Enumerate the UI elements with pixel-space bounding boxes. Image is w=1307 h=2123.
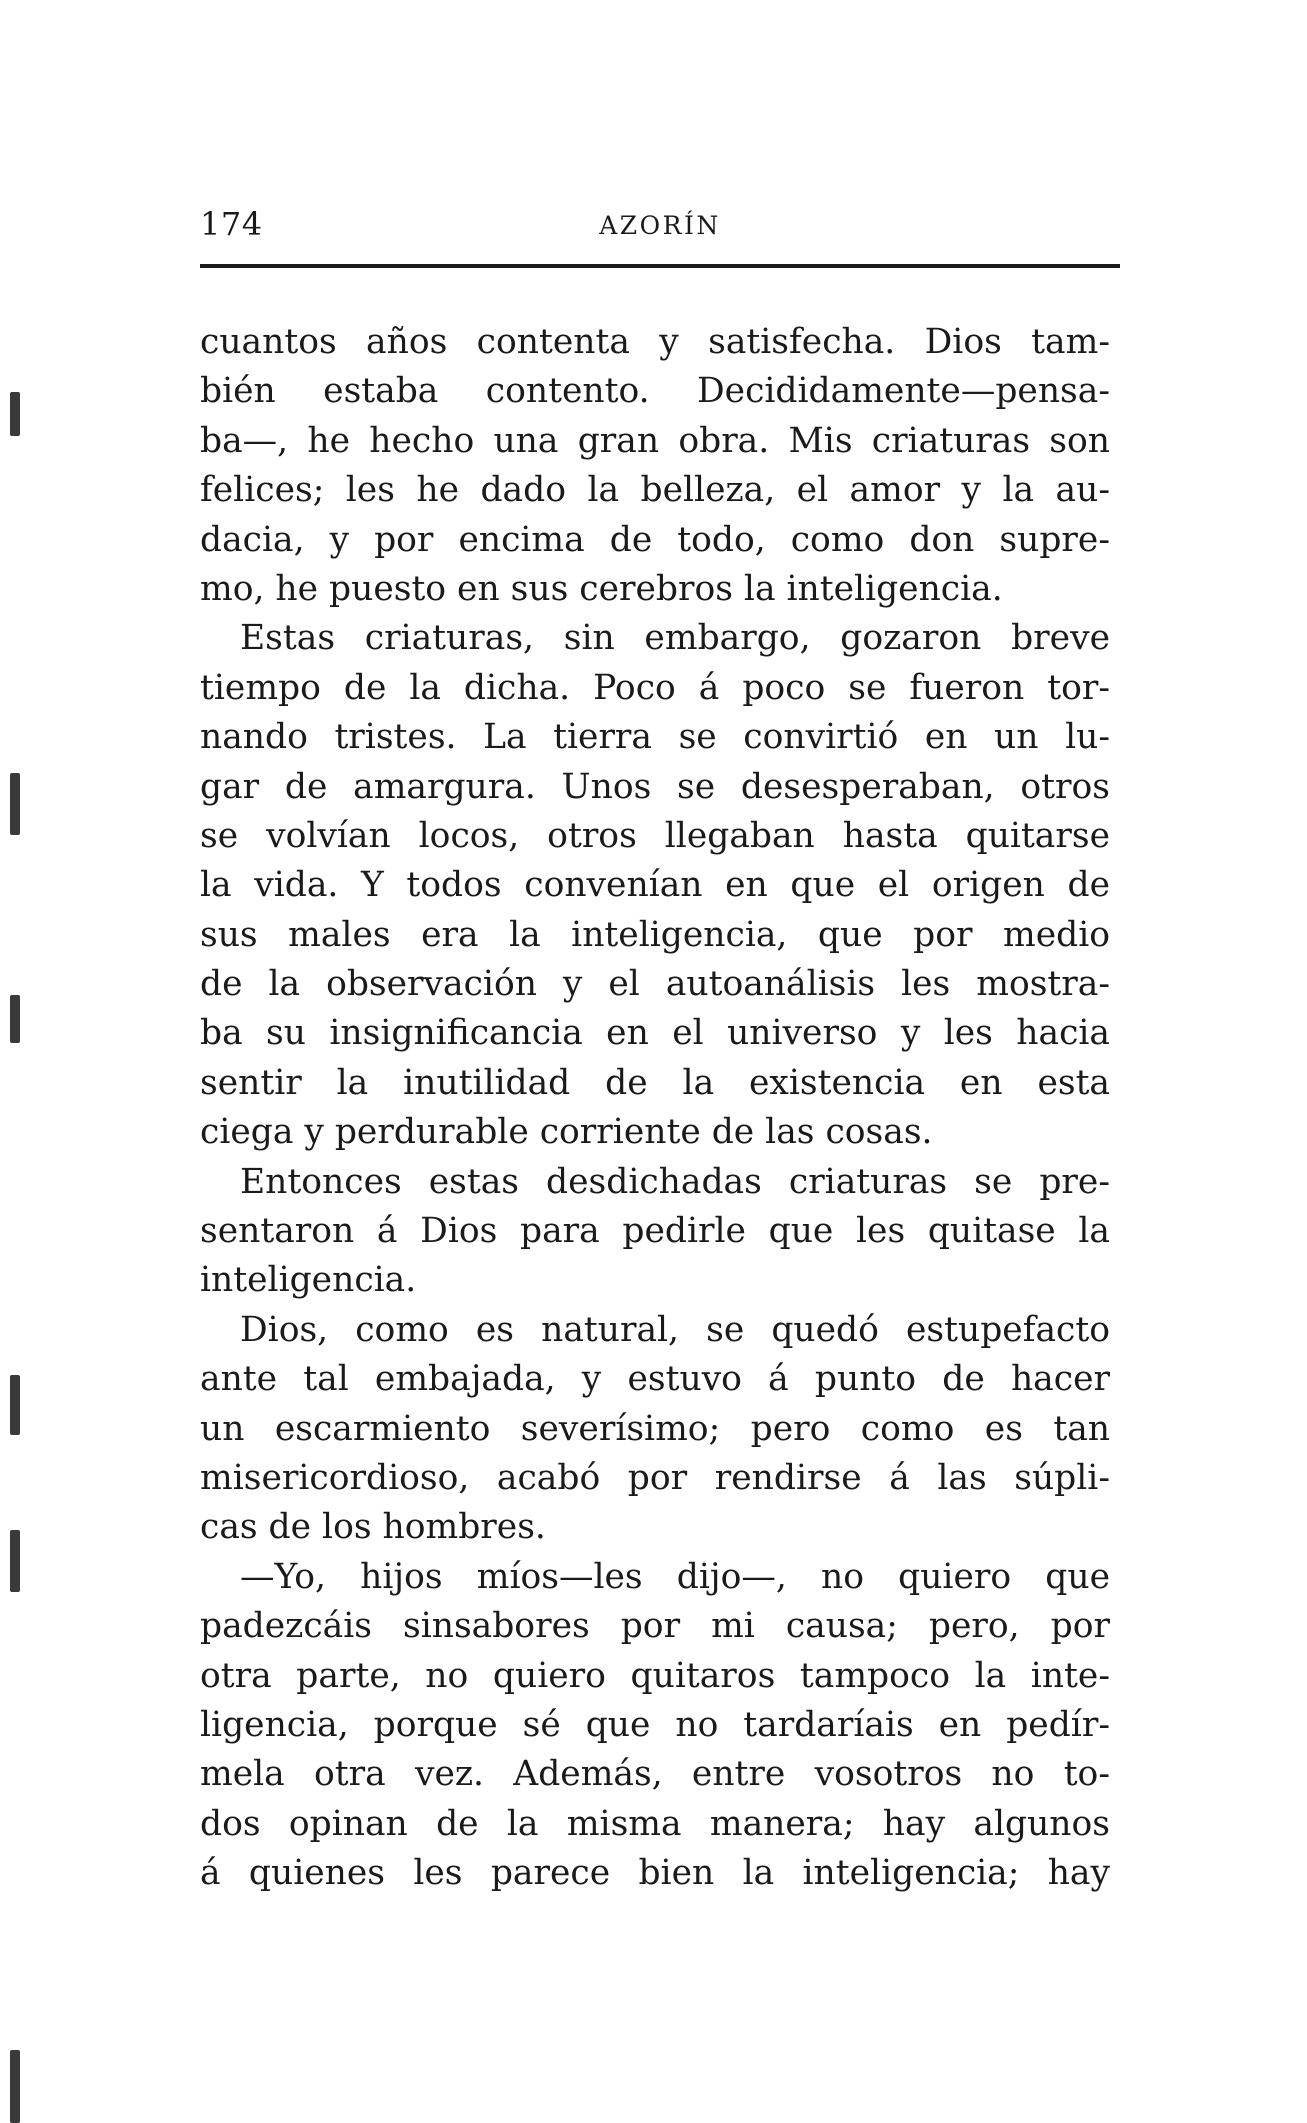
text-line: ciega y perdurable corriente de las cosas.: [200, 1112, 933, 1153]
text-line: Estas criaturas, sin embargo, gozaron breve: [240, 618, 1110, 659]
text-line: la vida. Y todos convenían en que el origen de: [200, 865, 1110, 906]
text-line: otra parte, no quiero quitaros tampoco la inte-: [200, 1655, 1110, 1696]
text-line: tiempo de la dicha. Poco á poco se fueron tor-: [200, 667, 1110, 708]
text-line: misericordioso, acabó por rendirse á las súpli-: [200, 1457, 1110, 1498]
text-line: mo, he puesto en sus cerebros la inteligencia.: [200, 568, 1003, 609]
scan-binding-mark: [10, 1375, 20, 1435]
scan-binding-mark: [10, 1530, 20, 1592]
header-rule: [200, 264, 1120, 268]
text-line: sus males era la inteligencia, que por medio: [200, 914, 1110, 955]
scan-binding-mark: [10, 392, 20, 436]
text-line: sentaron á Dios para pedirle que les quitase la: [200, 1211, 1110, 1252]
page-header: [200, 205, 1120, 261]
text-line: se volvían locos, otros llegaban hasta quitarse: [200, 815, 1110, 856]
text-line: Entonces estas desdichadas criaturas se pre-: [240, 1161, 1110, 1202]
text-line: padezcáis sinsabores por mi causa; pero, por: [200, 1606, 1110, 1647]
text-line: inteligencia.: [200, 1260, 417, 1301]
scan-binding-mark: [10, 2050, 20, 2123]
text-line: mela otra vez. Además, entre vosotros no to-: [200, 1754, 1110, 1795]
text-line: ba—, he hecho una gran obra. Mis criaturas son: [200, 420, 1110, 461]
text-line: ligencia, porque sé que no tardaríais en pedír-: [200, 1704, 1110, 1745]
text-line: un escarmiento severísimo; pero como es tan: [200, 1408, 1110, 1449]
text-line: gar de amargura. Unos se desesperaban, otros: [200, 766, 1110, 807]
text-line: sentir la inutilidad de la existencia en esta: [200, 1062, 1110, 1103]
text-line: —Yo, hijos míos—les dijo—, no quiero que: [240, 1556, 1110, 1597]
scan-binding-mark: [10, 773, 20, 835]
text-line: ante tal embajada, y estuvo á punto de hacer: [200, 1359, 1110, 1400]
page-number: 174: [200, 205, 263, 243]
text-line: á quienes les parece bien la inteligencia; hay: [200, 1853, 1110, 1894]
text-line: ba su insignificancia en el universo y les hacia: [200, 1013, 1110, 1054]
running-head: AZORÍN: [599, 211, 721, 240]
text-line: felices; les he dado la belleza, el amor y la au-: [200, 470, 1110, 511]
text-line: dacia, y por encima de todo, como don supre-: [200, 519, 1110, 560]
text-line: Dios, como es natural, se quedó estupefacto: [240, 1309, 1110, 1350]
text-line: nando tristes. La tierra se convirtió en un lu-: [200, 717, 1110, 758]
body-text: [200, 318, 1110, 1899]
text-line: dos opinan de la misma manera; hay algunos: [200, 1803, 1110, 1844]
scan-binding-mark: [10, 995, 20, 1043]
text-line: de la observación y el autoanálisis les mostra-: [200, 964, 1110, 1005]
text-line: bién estaba contento. Decididamente—pensa-: [200, 371, 1110, 412]
text-line: cuantos años contenta y satisfecha. Dios tam-: [200, 322, 1110, 362]
text-line: cas de los hombres.: [200, 1507, 546, 1548]
